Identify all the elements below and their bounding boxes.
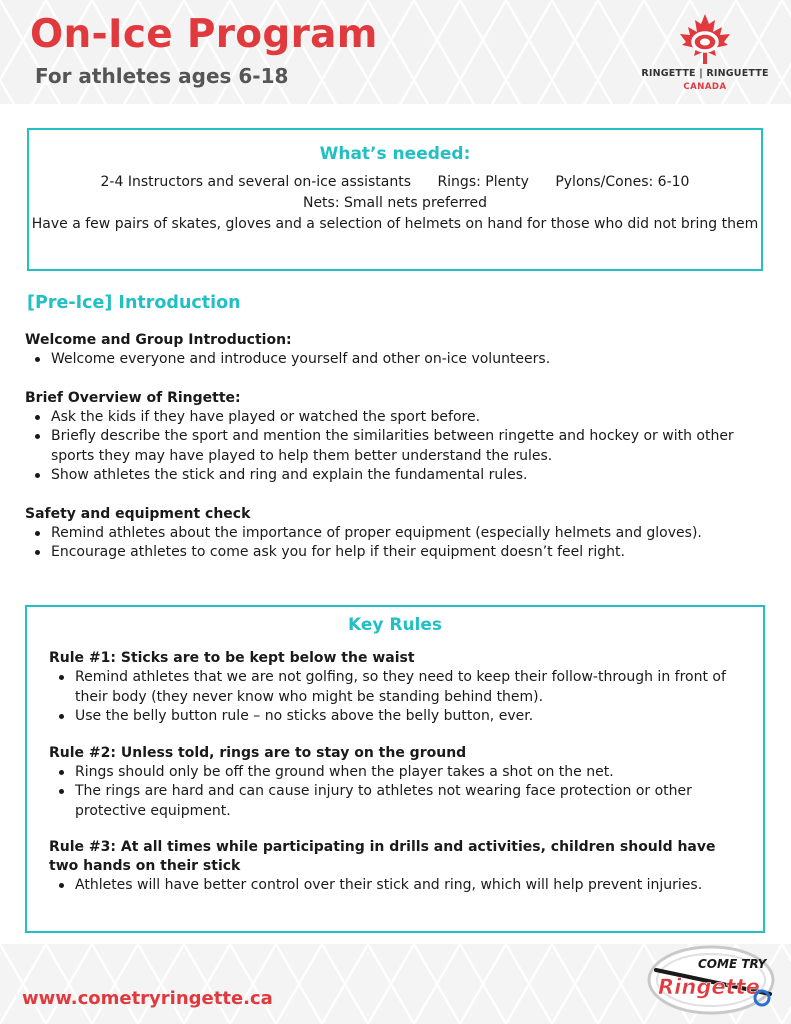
needed-row <box>29 172 761 193</box>
key-rules-box <box>25 605 765 933</box>
rule-3 <box>49 838 743 896</box>
bullet-list <box>25 524 770 563</box>
list-item: Remind athletes about the importance of proper equipment (especially helmets and gloves). <box>25 524 770 544</box>
bullet-list <box>25 408 770 486</box>
list-item: Athletes will have better control over their stick and ring, which will help prevent injuries. <box>49 876 743 896</box>
intro-group-overview <box>25 388 770 486</box>
bullet-list <box>49 876 743 896</box>
needed-nets: Nets: Small nets preferred <box>302 195 488 211</box>
intro-group-welcome <box>25 330 770 370</box>
list-item: The rings are hard and can cause injury to athletes not wearing face protection or other protective equipment. <box>49 782 743 821</box>
intro-content <box>25 330 770 581</box>
rule-1 <box>49 649 743 727</box>
brand-name: RINGETTE | RINGUETTE <box>641 68 769 79</box>
ringette-canada-logo <box>630 12 780 94</box>
maple-leaf-ring-icon <box>676 12 734 66</box>
list-item: Briefly describe the sport and mention the similarities between ringette and hockey or with other sports they may have played to help them better understand the rules. <box>25 427 770 466</box>
list-item: Show athletes the stick and ring and explain the fundamental rules. <box>25 466 770 486</box>
rules-content <box>27 649 763 896</box>
bullet-list <box>49 763 743 822</box>
rule-2 <box>49 744 743 822</box>
intro-group-safety <box>25 504 770 563</box>
page-subtitle: For athletes ages 6-18 <box>35 64 289 88</box>
bullet-list <box>49 668 743 727</box>
rule-title: Rule #3: At all times while participating in drills and activities, children should have two hands on their stick <box>49 839 716 874</box>
rule-title: Rule #1: Sticks are to be kept below the waist <box>49 650 415 666</box>
come-try-ringette-logo <box>644 942 778 1020</box>
list-item: Encourage athletes to come ask you for help if their equipment doesn’t feel right. <box>25 543 770 563</box>
whats-needed-box <box>27 128 763 271</box>
list-item: Rings should only be off the ground when the player takes a shot on the net. <box>49 763 743 783</box>
group-title: Welcome and Group Introduction: <box>25 332 292 348</box>
logo-main-text: Ringette <box>658 975 760 999</box>
bullet-list <box>25 350 770 370</box>
intro-heading: [Pre-Ice] Introduction <box>27 293 241 313</box>
list-item: Use the belly button rule – no sticks above the belly button, ever. <box>49 707 743 727</box>
group-title: Safety and equipment check <box>25 505 251 522</box>
needed-rings: Rings: Plenty <box>437 174 529 190</box>
logo-top-text: COME TRY <box>698 957 767 971</box>
whats-needed-title: What’s needed: <box>319 144 471 164</box>
needed-pylons: Pylons/Cones: 6-10 <box>555 174 690 190</box>
key-rules-title: Key Rules <box>347 615 443 635</box>
page-title: On-Ice Program <box>30 12 378 57</box>
list-item: Welcome everyone and introduce yourself and other on-ice volunteers. <box>25 350 770 370</box>
needed-note: Have a few pairs of skates, gloves and a selection of helmets on hand for those who did not bring them <box>31 216 759 232</box>
brand-country: CANADA <box>683 82 727 92</box>
group-title: Brief Overview of Ringette: <box>25 389 241 406</box>
needed-instructors: 2-4 Instructors and several on-ice assistants <box>100 174 411 190</box>
list-item: Ask the kids if they have played or watched the sport before. <box>25 408 770 428</box>
list-item: Remind athletes that we are not golfing, so they need to keep their follow-through in front of their body (they never know who might be standing behind them). <box>49 668 743 707</box>
website-link[interactable]: www.cometryringette.ca <box>22 988 273 1009</box>
rule-title: Rule #2: Unless told, rings are to stay on the ground <box>49 744 467 761</box>
